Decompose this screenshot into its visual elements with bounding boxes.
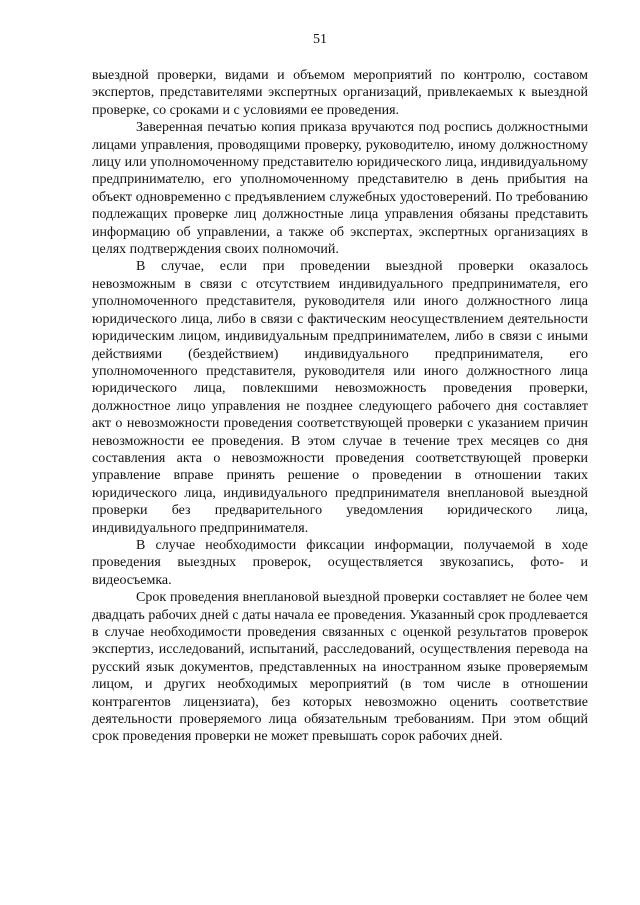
document-body	[92, 67, 588, 746]
paragraph-continuation: выездной проверки, видами и объемом мероприятий по контролю, составом экспертов, представителями экспертных организаций, привлекаемых к выездной проверке, со сроками и с условиями ее проведения.	[92, 68, 588, 118]
paragraph-inspection-impossible: В случае, если при проведении выездной проверки оказалось невозможным в связи с отсутствием индивидуального предпринимателя, его уполномоченного представителя, руководителя или иного должностного лица юридического лица, либо в связи с фактическим неосуществлением деятельности юридическим лицом, индивидуальным предпринимателем, либо в связи с иными действиями (бездействием) индивидуального предпринимателя, его уполномоченного представителя, руководителя или иного должностного лица юридического лица, повлекшими невозможность проведения проверки, должностное лицо управления не позднее следующего рабочего дня составляет акт о невозможности проведения соответствующей проверки с указанием причин невозможности ее проведения. В этом случае в течение трех месяцев со дня составления акта о невозможности проведения соответствующей проверки управление вправе принять решение о проведении в отношении таких юридического лица, индивидуального предпринимателя внеплановой выездной проверки без предварительного уведомления юридического лица, индивидуального предпринимателя.	[92, 259, 588, 536]
paragraph-recording: В случае необходимости фиксации информации, получаемой в ходе проведения выездных проверок, осуществляется звукозапись, фото- и видеосъемка.	[92, 537, 588, 588]
paragraph-order-copy-delivery: Заверенная печатью копия приказа вручаются под роспись должностными лицами управления, проводящими проверку, руководителю, иному должностному лицу или уполномоченному представителю юридического лица, индивидуальному предпринимателю, его уполномоченному представителю в день прибытия на объект одновременно с предъявлением служебных удостоверений. По требованию подлежащих проверке лиц должностные лица управления обязаны представить информацию об управлении, а также об экспертах, экспертных организациях в целях подтверждения своих полномочий.	[92, 120, 588, 258]
page-number: 51	[313, 32, 327, 47]
paragraph-inspection-term: Срок проведения внеплановой выездной проверки составляет не более чем двадцать рабочих дней с даты начала ее проведения. Указанный срок продлевается в случае необходимости проведения связанных с оценкой результатов проверок экспертиз, исследований, испытаний, расследований, осуществления перевода на русский язык документов, представленных на иностранном языке проверяемым лицом, и других необходимых мероприятий (в том числе в отношении контрагентов лицензиата), без которых невозможно оценить соответствие деятельности проверяемого лица обязательным требованиям. При этом общий срок проведения проверки не может превышать сорок рабочих дней.	[92, 590, 588, 745]
